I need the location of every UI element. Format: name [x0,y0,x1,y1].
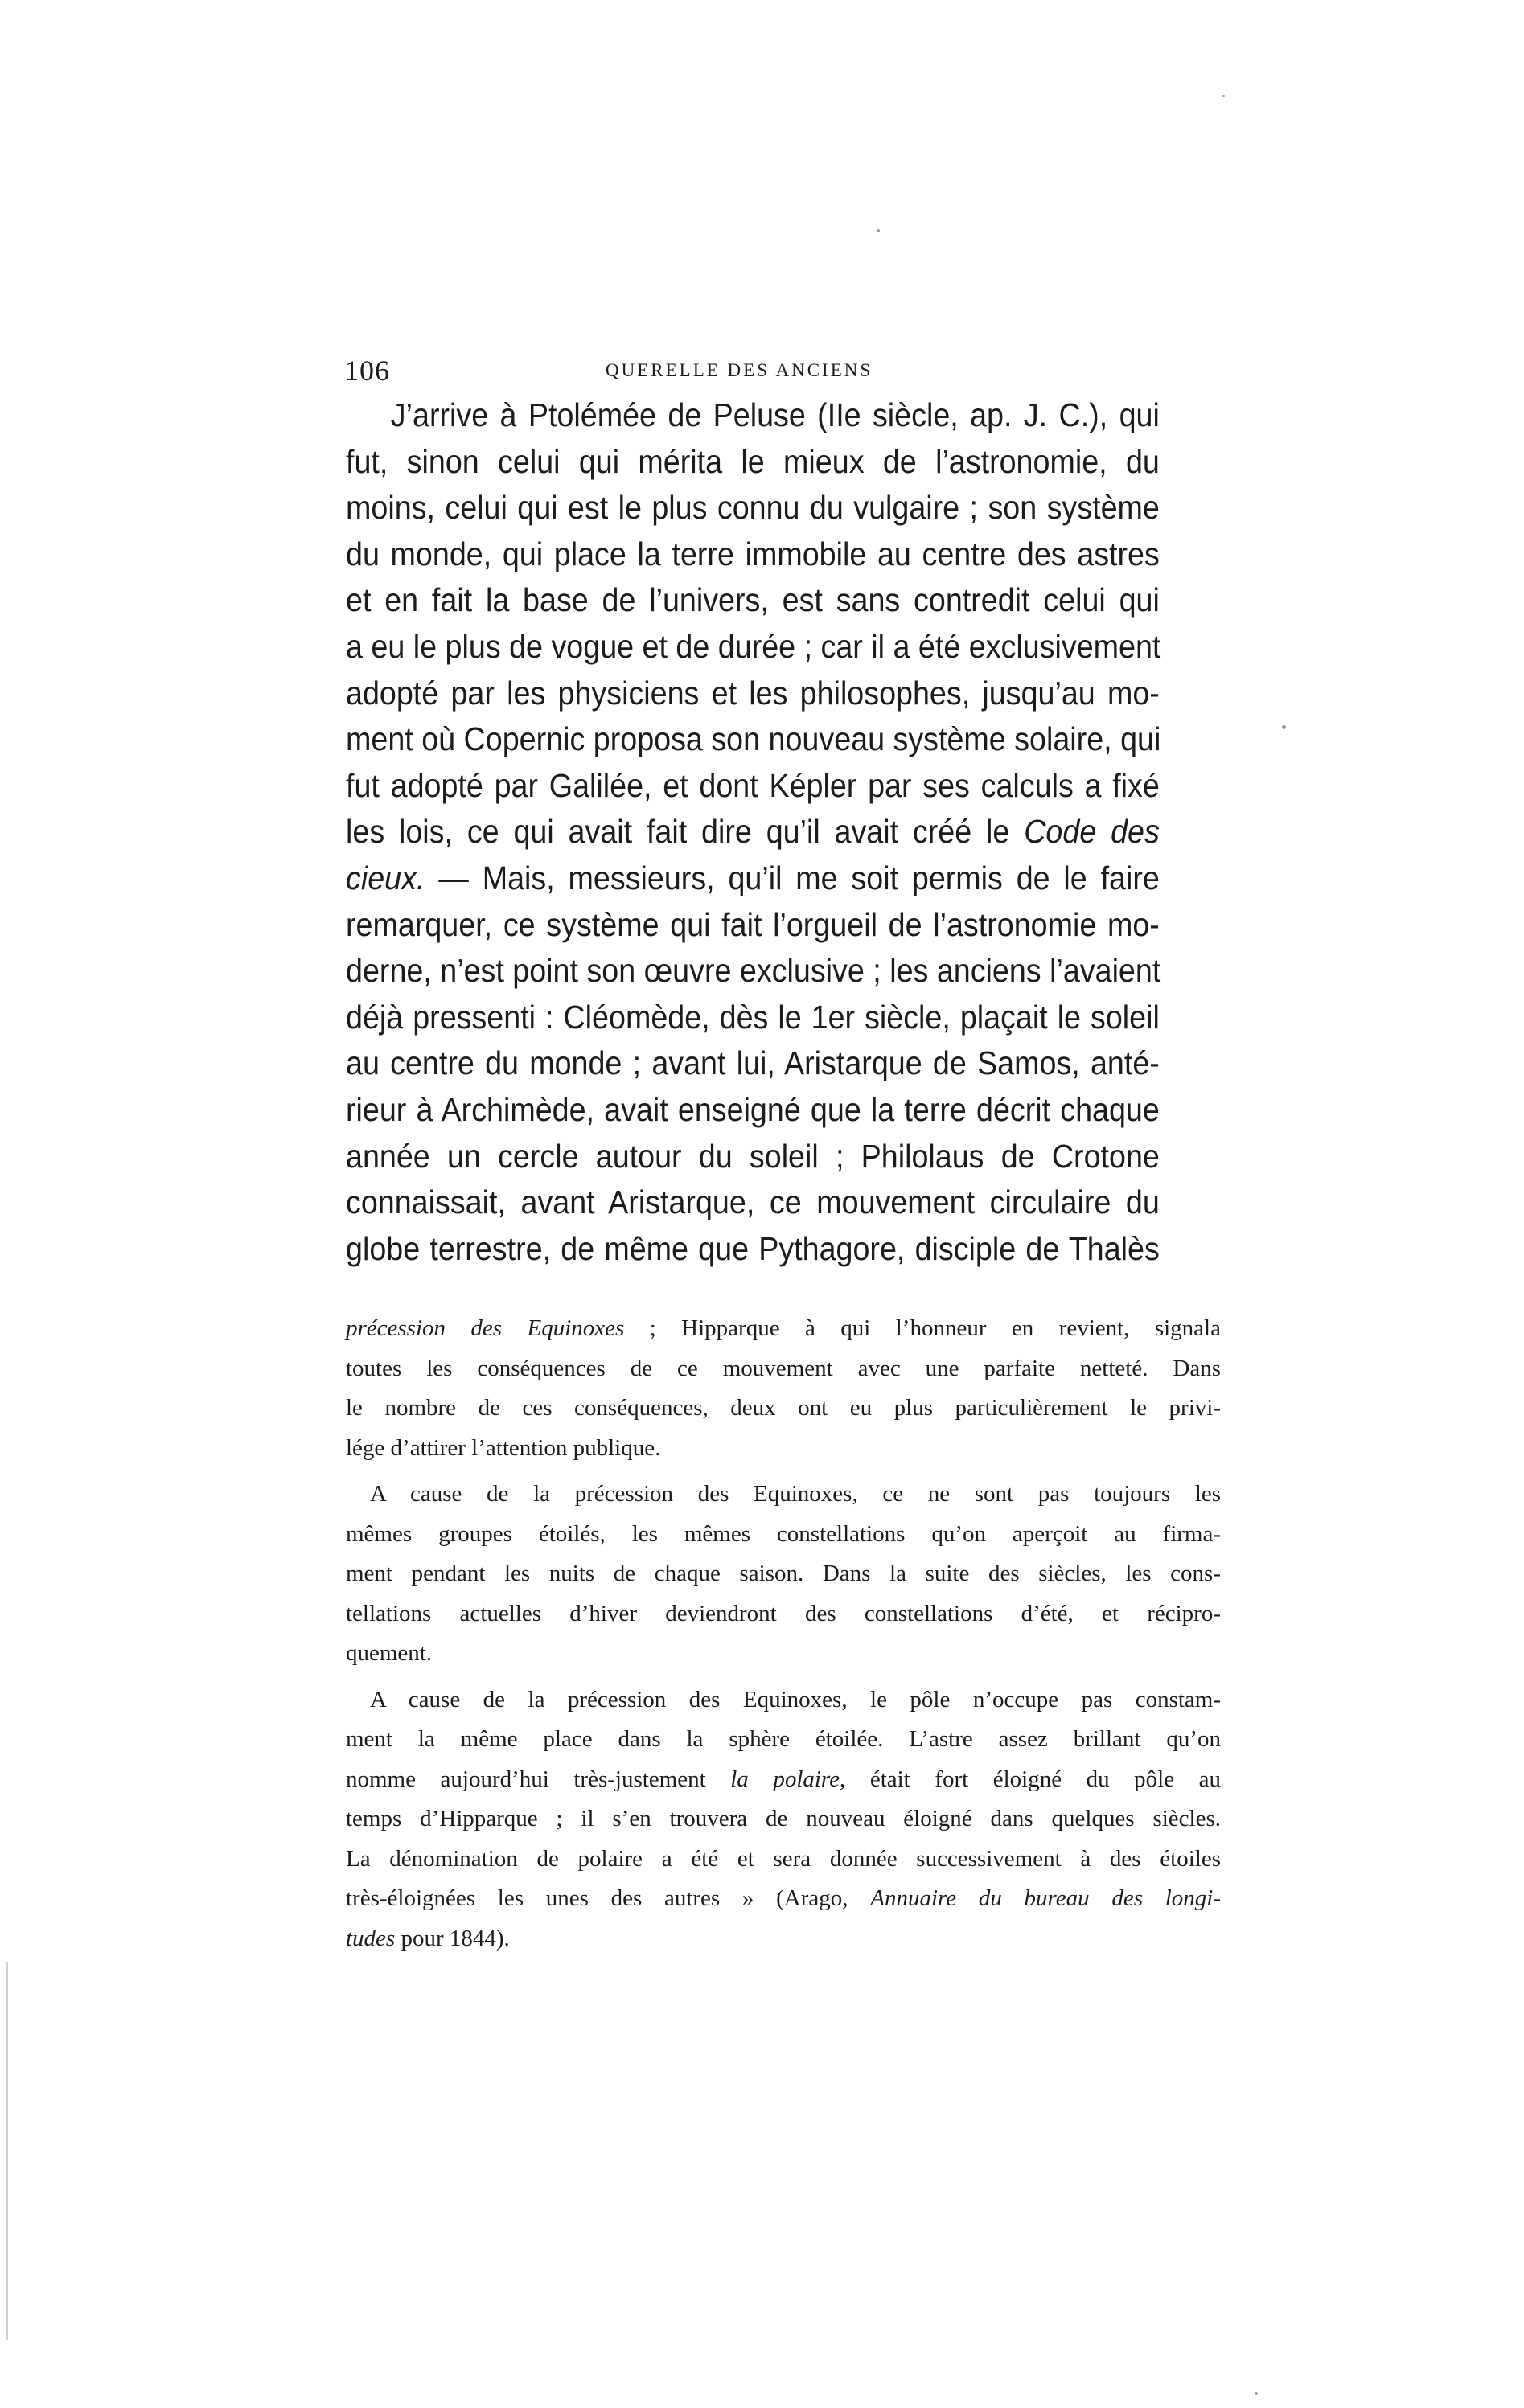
note-line: temps d’Hipparque ; il s’en trouvera de nouveau éloigné dans quelques siècles. [346,1806,1221,1832]
text-line: et en fait la base de l’univers, est sans contredit celui qui [346,581,1160,619]
note-line: ment pendant les nuits de chaque saison. Dans la suite des siècles, les cons- [346,1561,1221,1586]
scan-speck [1255,2392,1258,2395]
note-line: tellations actuelles d’hiver deviendront des constellations d’été, et récipro- [346,1600,1221,1627]
text-line: fut adopté par Galilée, et dont Képler par ses calculs a fixé [346,766,1160,804]
page-number: 106 [344,355,390,387]
scan-edge-mark [6,1962,8,2340]
text-line [346,809,1160,855]
page-header [344,354,955,386]
italic-title: Code des [1024,813,1160,851]
text-line: au centre du monde ; avant lui, Aristarque de Samos, anté- [346,1044,1160,1082]
text-line: fut, sinon celui qui mérita le mieux de l’astronomie, du [346,442,1160,480]
scan-speck [1222,95,1225,97]
scan-speck [877,229,880,232]
note-line [346,1760,1221,1800]
text-segment: , était fort éloigné du pôle au [840,1766,1221,1792]
note-line [346,1309,1221,1349]
footnotes [346,1309,1221,1965]
text-line: connaissait, avant Aristarque, ce mouvement circulaire du [346,1183,1160,1221]
italic-term: précession des Equinoxes [346,1315,625,1341]
text-segment: nomme aujourd’hui très-justement [346,1766,731,1792]
note-line: La dénomination de polaire a été et sera donnée successivement à des étoiles [346,1845,1221,1872]
footnote-paragraph [346,1309,1221,1468]
italic-term: la polaire [730,1766,840,1792]
italic-title: cieux. [346,859,425,896]
footnote-paragraph [346,1475,1221,1674]
text-line: J’arrive à Ptolémée de Peluse (IIe siècle, ap. J. C.), qui [390,396,1160,433]
note-line: toutes les conséquences de ce mouvement avec une parfaite netteté. Dans [346,1355,1221,1381]
text-line: derne, n’est point son œuvre exclusive ; les anciens l’avaient [346,952,1161,990]
text-line: du monde, qui place la terre immobile au centre des astres [346,535,1160,572]
note-line: lége d’attirer l’attention publique. [346,1434,661,1461]
italic-title: tudes [346,1925,396,1951]
footnote-paragraph [346,1680,1221,1959]
note-line: ment la même place dans la sphère étoilée. L’astre assez brillant qu’on [346,1726,1221,1752]
note-line: A cause de la précession des Equinoxes, le pôle n’occupe pas constam- [370,1686,1221,1713]
note-line [346,1879,1221,1919]
note-line: A cause de la précession des Equinoxes, ce ne sont pas toujours les [370,1481,1221,1507]
text-segment: pour 1844). [395,1925,510,1951]
note-line: mêmes groupes étoilés, les mêmes constellations qu’on aperçoit au firma- [346,1520,1221,1547]
text-segment: — Mais, messieurs, qu’il me soit permis de le faire [425,859,1160,896]
running-head: QUERELLE DES ANCIENS [606,360,873,380]
text-line: déjà pressenti : Cléomède, dès le 1er siècle, plaçait le soleil [346,998,1160,1036]
italic-title: Annuaire du bureau des longi- [870,1885,1221,1911]
text-line: ment où Copernic proposa son nouveau système solaire, qui [346,720,1161,758]
note-line [346,1919,1221,1959]
note-line: quement. [346,1640,433,1666]
note-line: le nombre de ces conséquences, deux ont eu plus particulièrement le privi- [346,1395,1221,1421]
text-segment: ; Hipparque à qui l’honneur en revient, signala [624,1315,1221,1341]
text-line: moins, celui qui est le plus connu du vulgaire ; son système [346,489,1160,527]
text-line: rieur à Archimède, avait enseigné que la terre décrit chaque [346,1090,1160,1128]
text-line [346,855,1160,902]
text-segment: les lois, ce qui avait fait dire qu’il avait créé le [346,813,1025,851]
text-line: année un cercle autour du soleil ; Philolaus de Crotone [346,1137,1160,1175]
text-line: globe terrestre, de même que Pythagore, disciple de Thalès [346,1229,1160,1267]
text-line: adopté par les physiciens et les philosophes, jusqu’au mo- [346,674,1160,712]
text-line: remarquer, ce système qui fait l’orgueil de l’astronomie mo- [346,905,1160,943]
text-line: a eu le plus de vogue et de durée ; car il a été exclusivement [346,627,1161,665]
main-paragraph [346,392,1160,1272]
text-segment: très-éloignées les unes des autres » (Arago, [346,1885,871,1911]
scan-speck [1282,725,1286,729]
